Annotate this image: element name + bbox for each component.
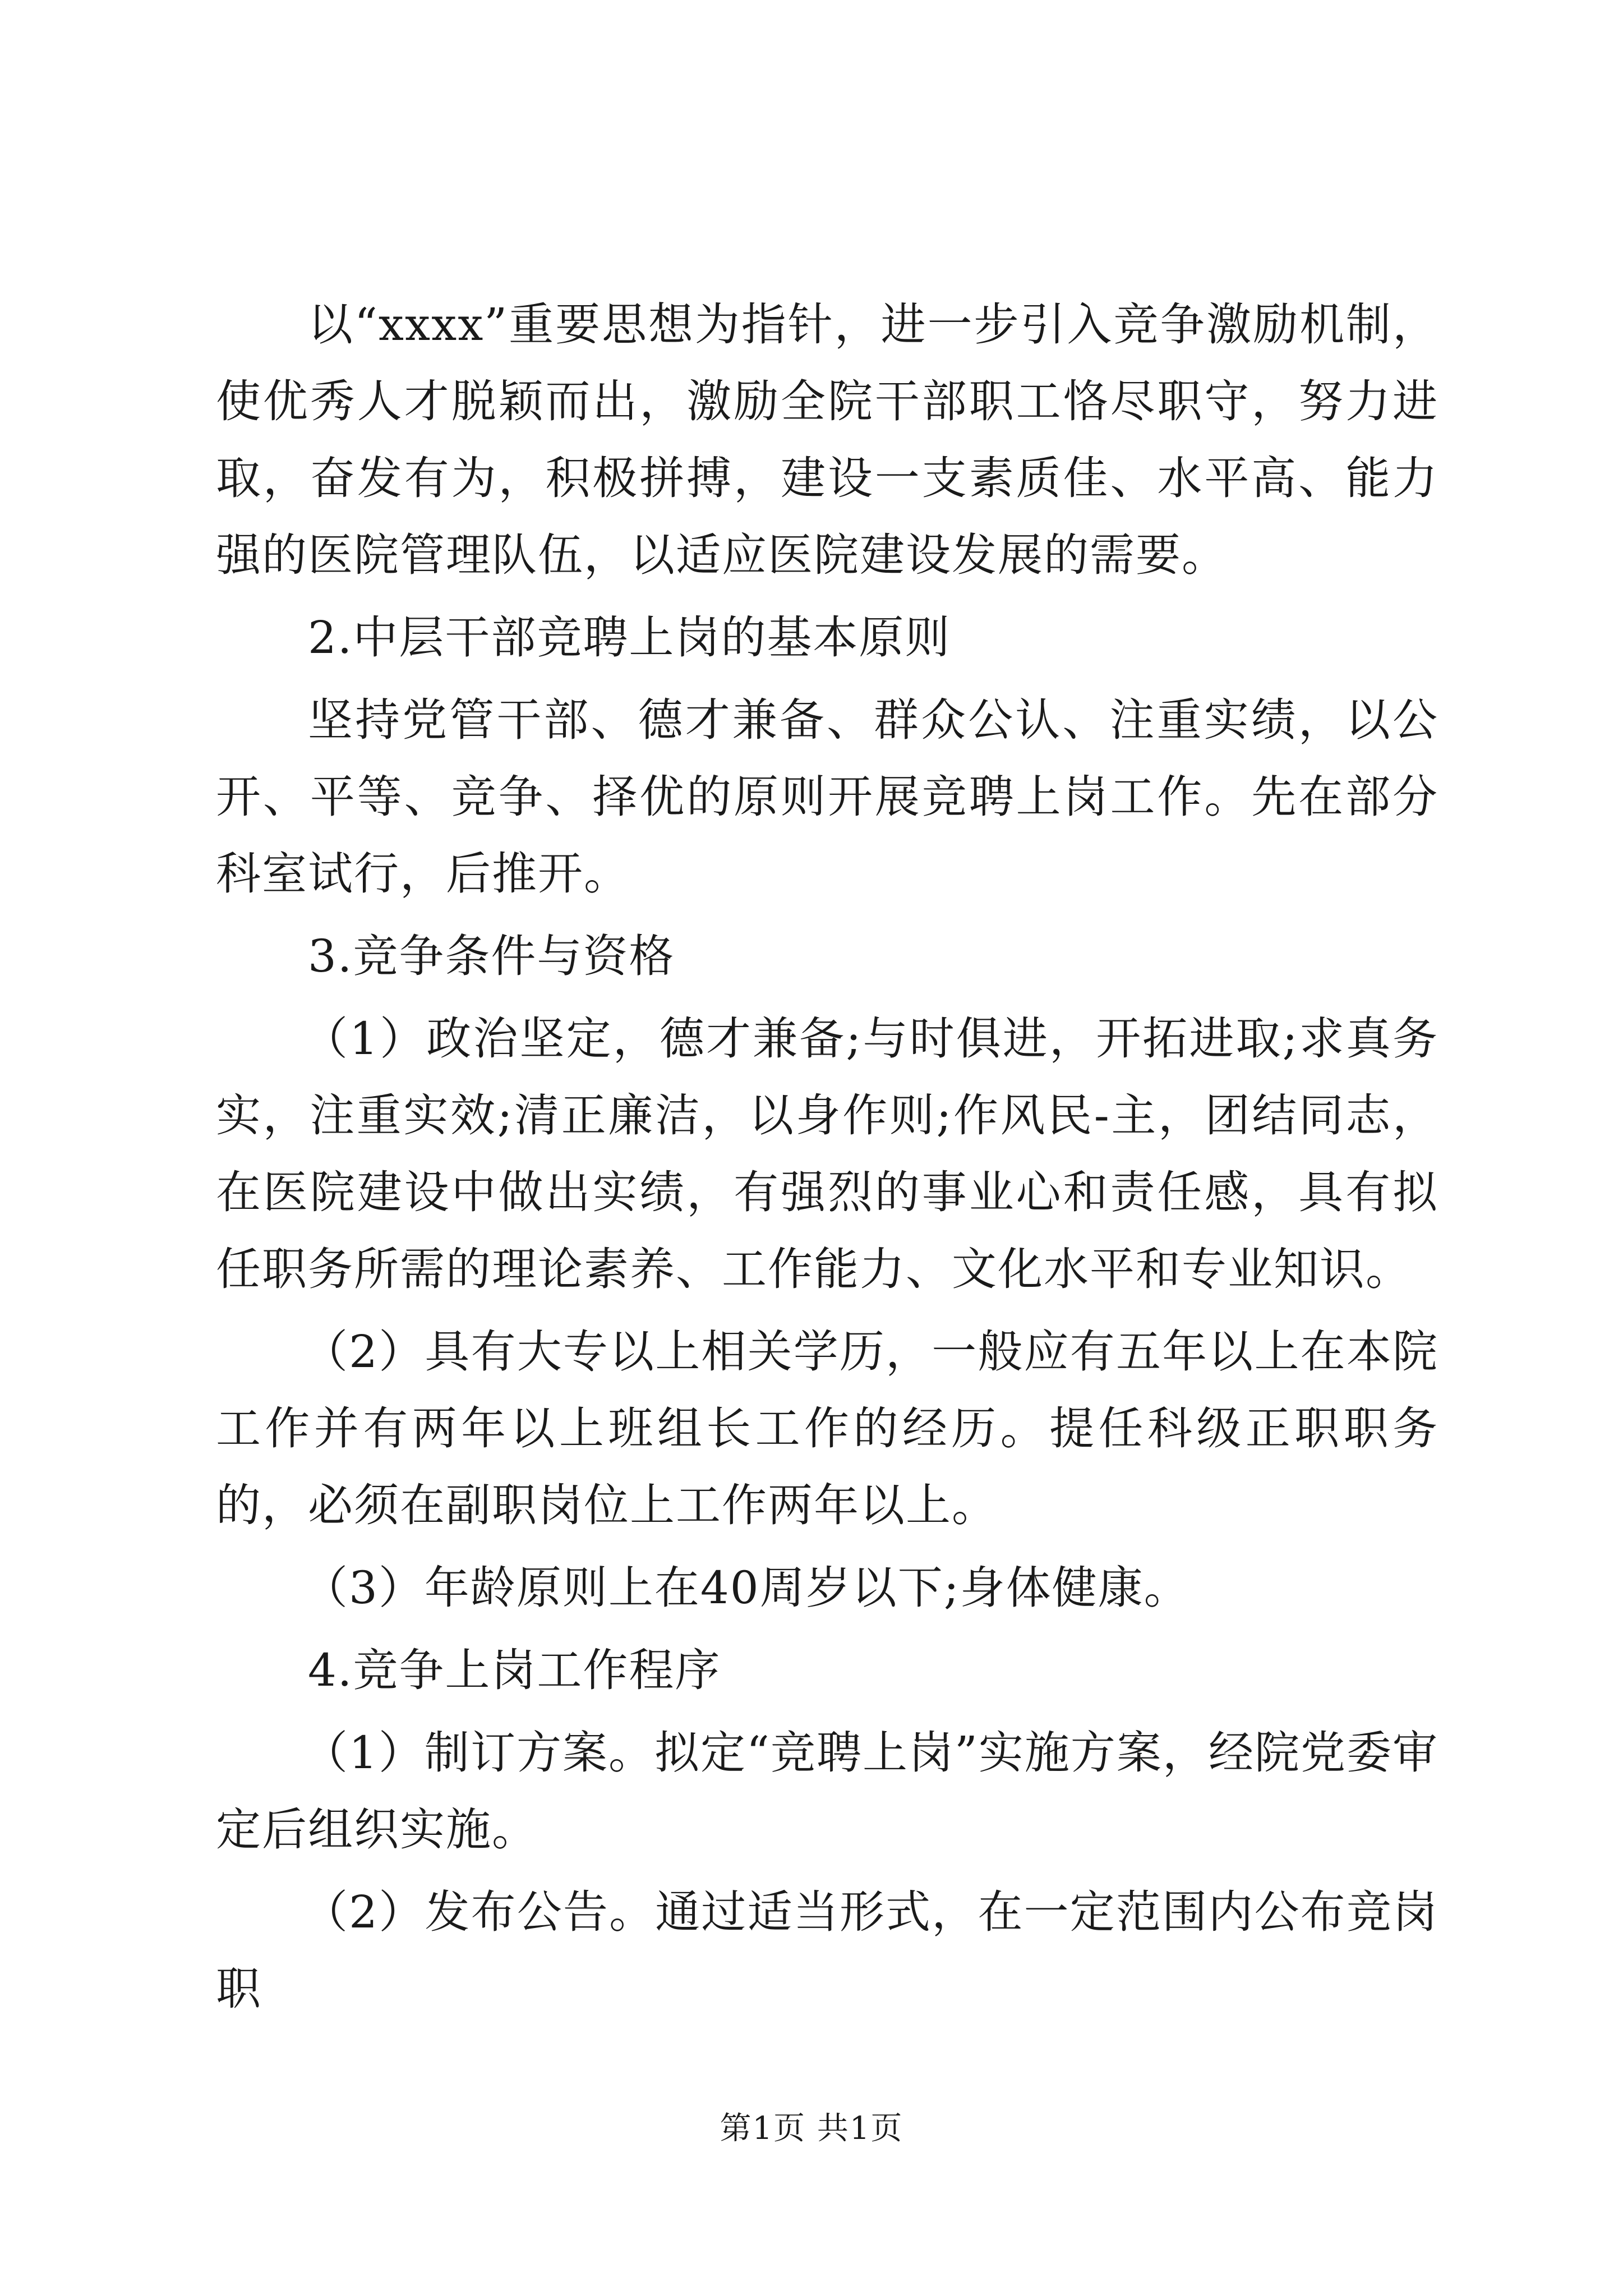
heading-procedure: 4.竞争上岗工作程序 xyxy=(308,1644,721,1696)
document-body xyxy=(216,286,1438,2027)
page-number-footer: 第1页 共1页 xyxy=(720,2110,903,2147)
procedure-item-1: （1）制订方案。拟定“竞聘上岗”实施方案，经院党委审定后组织实施。 xyxy=(216,1727,1438,1856)
paragraph-principles: 坚持党管干部、德才兼备、群众公认、注重实绩，以公开、平等、竞争、择优的原则开展竞聘上岗工作。先在部分科室试行，后推开。 xyxy=(216,694,1438,900)
paragraph-purpose: 以“xxxx”重要思想为指针，进一步引入竞争激励机制，使优秀人才脱颖而出，激励全院干部职工恪尽职守，努力进取，奋发有为，积极拼搏，建设一支素质佳、水平高、能力强的医院管理队伍，以适应医院建设发展的需要。 xyxy=(216,298,1438,581)
condition-item-2: （2）具有大专以上相关学历，一般应有五年以上在本院工作并有两年以上班组长工作的经历。提任科级正职职务的，必须在副职岗位上工作两年以上。 xyxy=(216,1326,1438,1531)
condition-item-1: （1）政治坚定，德才兼备;与时俱进，开拓进取;求真务实，注重实效;清正廉洁，以身作则;作风民-主，团结同志，在医院建设中做出实绩，有强烈的事业心和责任感，具有拟任职务所需的理论素养、工作能力、文化水平和专业知识。 xyxy=(216,1013,1438,1295)
heading-basic-principles: 2.中层干部竞聘上岗的基本原则 xyxy=(308,611,951,664)
condition-item-3: （3）年龄原则上在40周岁以下;身体健康。 xyxy=(303,1562,1190,1614)
heading-conditions: 3.竞争条件与资格 xyxy=(308,930,675,982)
procedure-item-2: （2）发布公告。通过适当形式，在一定范围内公布竞岗职 xyxy=(216,1886,1438,2015)
